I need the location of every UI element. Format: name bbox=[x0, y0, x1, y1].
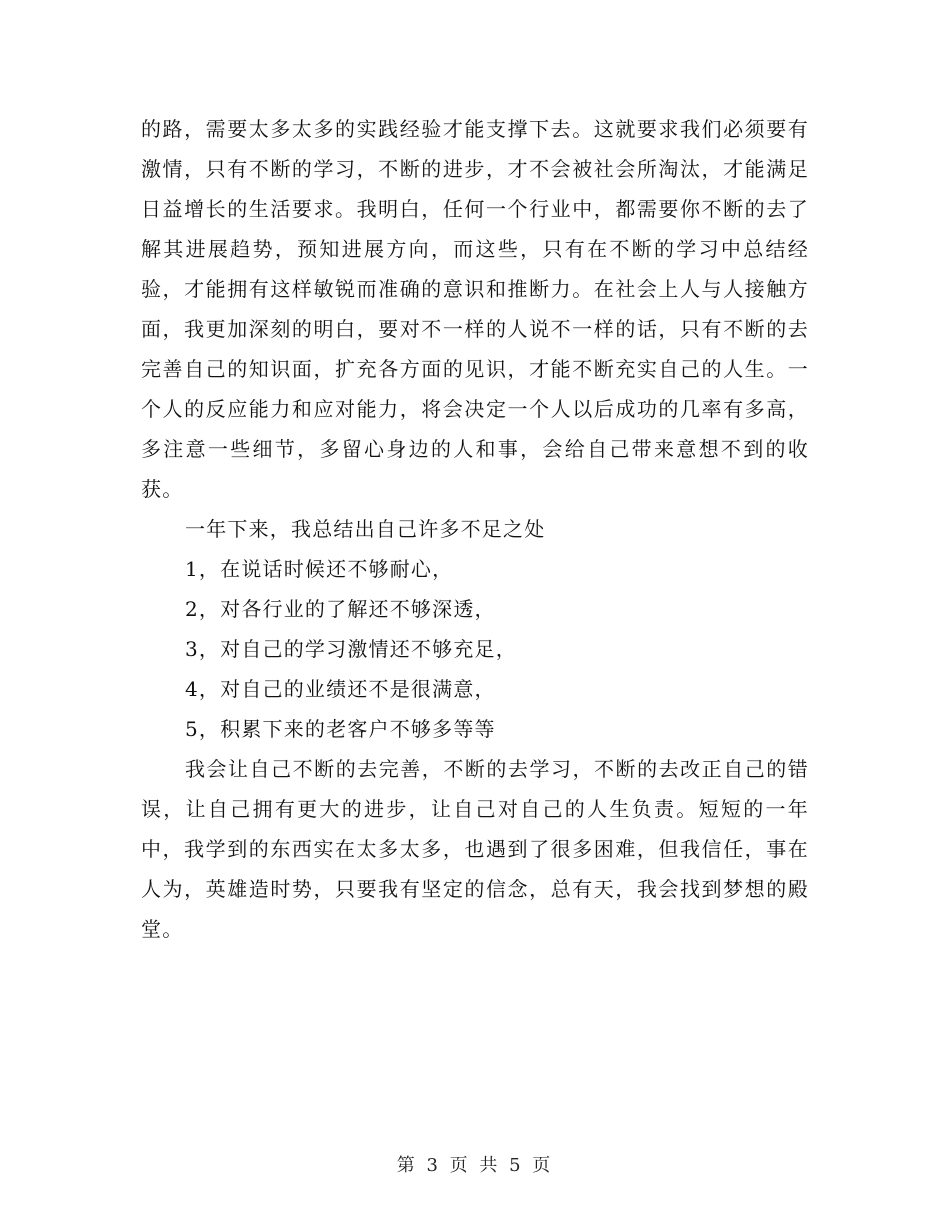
body-paragraph-3: 我会让自己不断的去完善，不断的去学习，不断的去改正自己的错误，让自己拥有更大的进步，让自己对自己的人生负责。短短的一年中，我学到的东西实在太多太多，也遇到了很多困难，但我信任，事在人为，英雄造时势，只要我有坚定的信念，总有天，我会找到梦想的殿堂。 bbox=[141, 757, 809, 941]
list-item-2: 2，对各行业的了解还不够深透， bbox=[185, 597, 496, 621]
page-number-footer: 第 3 页 共 5 页 bbox=[396, 1155, 554, 1176]
shortcomings-list bbox=[141, 549, 809, 749]
document-body bbox=[141, 109, 809, 949]
list-item-3: 3，对自己的学习激情还不够充足， bbox=[185, 637, 517, 661]
body-paragraph-1: 的路，需要太多太多的实践经验才能支撑下去。这就要求我们必须要有激情，只有不断的学习，不断的进步，才不会被社会所淘汰，才能满足日益增长的生活要求。我明白，任何一个行业中，都需要你不断的去了解其进展趋势，预知进展方向，而这些，只有在不断的学习中总结经验，才能拥有这样敏锐而准确的意识和推断力。在社会上人与人接触方面，我更加深刻的明白，要对不一样的人说不一样的话，只有不断的去完善自己的知识面，扩充各方面的见识，才能不断充实自己的人生。一个人的反应能力和应对能力，将会决定一个人以后成功的几率有多高，多注意一些细节，多留心身边的人和事，会给自己带来意想不到的收获。 bbox=[141, 117, 809, 501]
list-item-1: 1，在说话时候还不够耐心， bbox=[185, 557, 454, 581]
list-item-4: 4，对自己的业绩还不是很满意， bbox=[185, 677, 496, 701]
list-item-5: 5，积累下来的老客户不够多等等 bbox=[185, 717, 496, 741]
body-paragraph-2: 一年下来，我总结出自己许多不足之处 bbox=[185, 517, 546, 541]
